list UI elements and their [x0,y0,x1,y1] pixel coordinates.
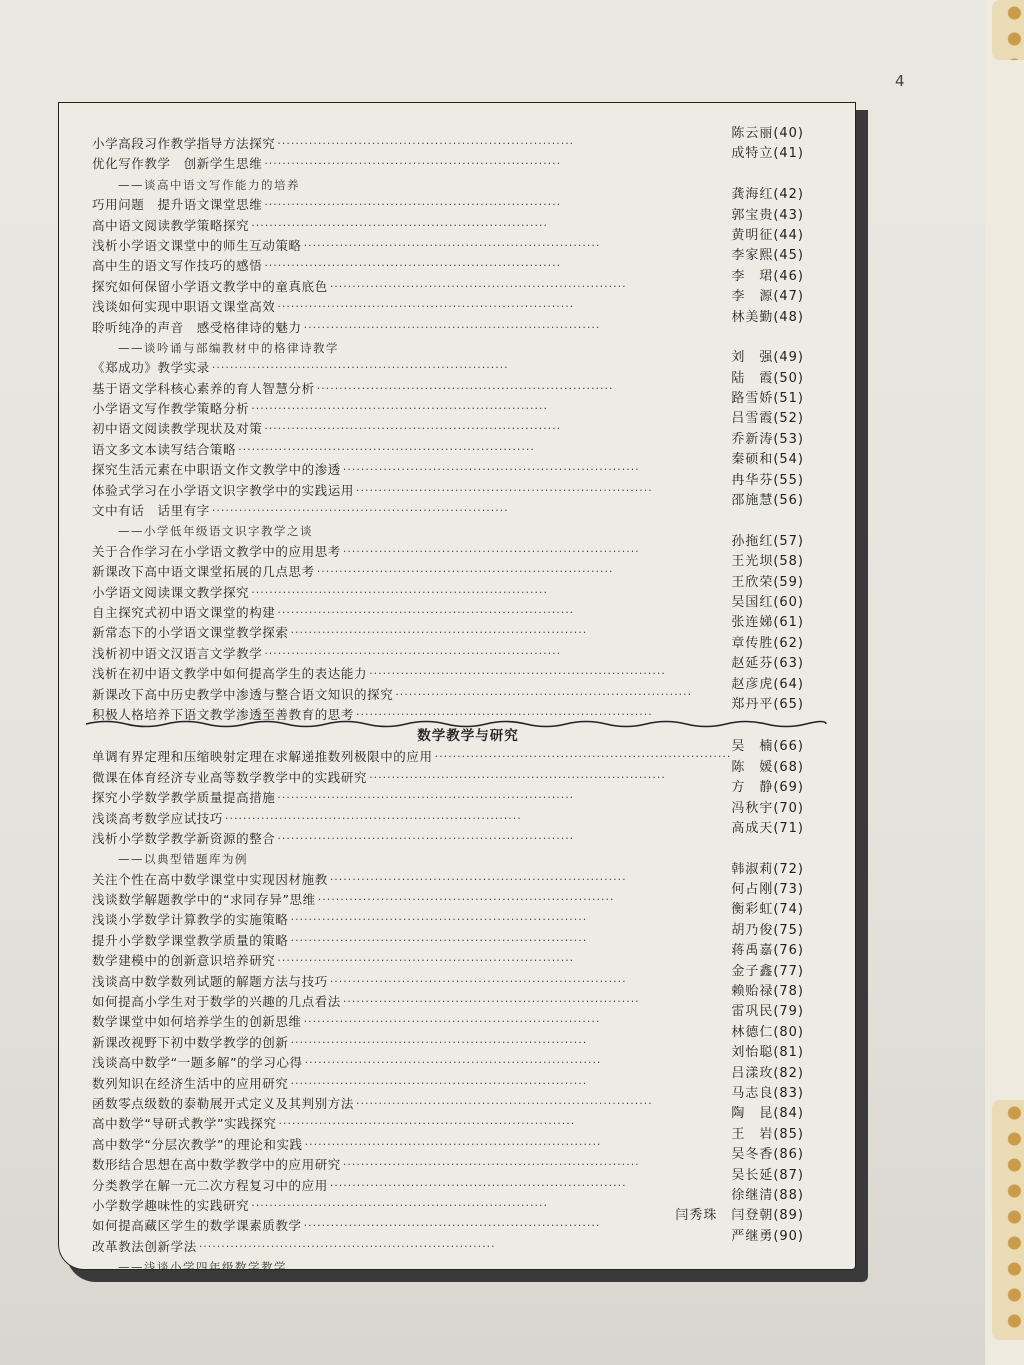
toc-title: 新课改视野下初中数学教学的创新 [92,1034,289,1050]
toc-title: 高中数学“分层次教学”的理论和实践 [92,1136,303,1152]
toc-title: 如何提高藏区学生的数学课素质教学 [92,1218,302,1234]
toc-author-page: 赵延芬(63) [731,656,804,672]
toc-title: 新课改下高中历史教学中渗透与整合语文知识的探究 [92,686,394,702]
toc-leader-dots: ·································································· [356,707,653,721]
toc-subtitle: ——以典型错题库为例 [118,852,248,867]
toc-author-page: 郭宝贵(43) [731,207,804,223]
toc-leader-dots: ·································································· [251,1198,548,1212]
toc-title-line [92,236,688,256]
toc-title-line [92,1114,688,1134]
toc-title: 积极人格培养下语文教学渗透至善教育的思考 [92,706,355,722]
toc-author-page: 吴国红(60) [731,594,804,610]
toc-title-line [92,768,688,788]
toc-title: 浅谈高中数学“一题多解”的学习心得 [92,1055,303,1071]
toc-title-line [92,440,688,460]
toc-author-page: 刘怡聪(81) [731,1045,804,1061]
toc-title: 巧用问题 提升语文课堂思维 [92,197,263,213]
toc-title-line [92,1237,688,1257]
toc-title-line [92,134,688,154]
toc-title: 浅谈数学解题教学中的“求同存异”思维 [92,892,316,908]
toc-leader-dots: ·································································· [342,463,640,477]
toc-title: 高中数学“导研式教学”实践探究 [92,1116,277,1132]
toc-title-line [92,399,688,419]
toc-title-line [92,1012,688,1032]
toc-leader-dots: ·································································· [277,300,575,314]
toc-title: 改革教法创新学法 [92,1238,197,1254]
toc-leader-dots: ·································································· [264,259,562,273]
toc-author-page: 雷巩民(79) [731,1004,804,1020]
toc-author-page: 赖贻禄(78) [731,984,804,1000]
toc-title-line [92,562,688,582]
toc-title-line [92,216,688,236]
toc-title: 浅析小学语文课堂中的师生互动策略 [92,237,302,253]
toc-title-line [92,623,688,643]
toc-author-page: 冉华芬(55) [731,472,804,488]
toc-subtitle: ——浅谈小学四年级数学教学 [118,1260,287,1275]
toc-leader-dots: ·································································· [369,667,666,681]
toc-leader-dots: ·································································· [277,831,575,845]
toc-author-page: 吕漾玫(82) [731,1065,804,1081]
decorative-pattern-bottom [992,1100,1024,1340]
toc-leader-dots: ·································································· [329,872,627,886]
chinese-section-list [92,126,844,725]
toc-author-page: 冯秋宇(70) [731,800,804,816]
toc-title-line [92,1074,688,1094]
toc-leader-dots: ·································································· [277,791,575,805]
toc-leader-dots: ·································································· [238,442,535,456]
page-number: 4 [895,72,905,90]
toc-entry-row [92,1228,844,1257]
toc-title-line [92,583,688,603]
toc-author-page: 蒋禹嘉(76) [731,943,804,959]
toc-leader-dots: ·································································· [342,995,640,1009]
toc-leader-dots: ·································································· [356,1096,653,1110]
toc-author-page: 成特立(41) [731,146,804,162]
toc-author-page: 胡乃俊(75) [731,922,804,938]
toc-title: 小学数学趣味性的实践研究 [92,1197,250,1213]
toc-leader-dots: ·································································· [225,811,522,825]
toc-title: 自主探究式初中语文课堂的构建 [92,604,276,620]
toc-author-page: 乔新涛(53) [731,431,804,447]
toc-author-page: 马志良(83) [731,1085,804,1101]
toc-leader-dots: ·································································· [316,381,614,395]
toc-title: 函数零点级数的泰勒展开式定义及其判别方法 [92,1095,355,1111]
toc-title-line [92,644,688,664]
toc-title: 数学建模中的创新意识培养研究 [92,953,276,969]
toc-title: 小学高段习作教学指导方法探究 [92,136,276,151]
toc-author-page: 王欣荣(59) [731,574,804,590]
toc-title: 提升小学数学课堂教学质量的策略 [92,932,289,948]
toc-title-line [92,1155,688,1175]
toc-author-page: 韩淑莉(72) [731,861,804,877]
toc-title-line [92,379,688,399]
toc-title: 优化写作教学 创新学生思维 [92,156,263,172]
toc-title-line [92,603,688,623]
toc-author-page: 张连娣(61) [731,615,804,631]
toc-title: 探究生活元素在中职语文作文教学中的渗透 [92,462,341,478]
toc-author-page: 章传胜(62) [731,635,804,651]
toc-title: 数学课堂中如何培养学生的创新思维 [92,1014,302,1030]
toc-title-line [92,788,688,808]
toc-leader-dots: ·································································· [278,1117,576,1131]
toc-author-page: 龚海红(42) [731,187,804,203]
toc-leader-dots: ·································································· [277,954,575,968]
table-of-contents [92,126,844,1277]
toc-title: 数列知识在经济生活中的应用研究 [92,1075,289,1091]
toc-title-line [92,870,688,890]
toc-subtitle: ——小学低年级语文识字教学之谈 [118,524,313,539]
toc-title: 新常态下的小学语文课堂教学探索 [92,625,289,641]
toc-author-page: 徐继清(88) [731,1187,804,1203]
toc-subtitle-row [92,1257,844,1277]
toc-author-page: 闫秀珠 闫登朝(89) [675,1208,804,1224]
toc-leader-dots: ·································································· [277,605,575,619]
toc-leader-dots: ·································································· [290,1076,588,1090]
toc-title: 《郑成功》教学实录 [92,360,210,376]
toc-title-line [118,849,248,869]
toc-title: 小学语文写作教学策略分析 [92,401,250,417]
toc-leader-dots: ·································································· [356,483,653,497]
toc-leader-dots: ·································································· [317,893,615,907]
toc-title-line [92,1196,688,1216]
toc-title-line [92,277,688,297]
toc-author-page: 刘 强(49) [731,350,804,366]
toc-leader-dots: ·································································· [290,626,588,640]
toc-author-page: 秦硕和(54) [731,452,804,468]
toc-entry-row [92,493,844,521]
toc-title: 关于合作学习在小学语文教学中的应用思考 [92,543,341,559]
toc-title-line [92,910,688,930]
toc-leader-dots: ·································································· [329,1178,627,1192]
toc-author-page: 陆 霞(50) [731,370,804,386]
toc-title: 高中生的语文写作技巧的感悟 [92,258,263,274]
toc-title: 浅析在初中语文教学中如何提高学生的表达能力 [92,666,368,682]
toc-title: 文中有话 话里有字 [92,503,210,519]
toc-subtitle: ——谈吟诵与部编教材中的格律诗教学 [118,340,339,355]
toc-title-line [92,256,688,276]
toc-leader-dots: ·································································· [211,504,509,518]
toc-author-page: 赵彦虎(64) [731,676,804,692]
toc-leader-dots: ·································································· [304,1056,602,1070]
toc-title-line [92,1094,688,1114]
toc-subtitle: ——谈高中语文写作能力的培养 [118,177,300,192]
toc-title-line [92,1135,688,1155]
toc-leader-dots: ·································································· [198,1239,496,1253]
toc-title-line [92,890,688,910]
toc-title: 小学语文阅读课文教学探究 [92,584,250,600]
toc-title: 单调有界定理和压缩映射定理在求解递推数列极限中的应用 [92,749,433,765]
toc-title-line [118,175,300,195]
toc-title: 如何提高小学生对于数学的兴趣的几点看法 [92,994,341,1010]
toc-author-page: 陈 媛(68) [731,759,804,775]
toc-author-page: 吴长延(87) [731,1167,804,1183]
toc-author-page: 邵施慧(56) [731,493,804,509]
toc-leader-dots: ·································································· [303,1219,601,1233]
toc-title-line [92,992,688,1012]
toc-title: 浅谈如何实现中职语文课堂高效 [92,299,276,315]
toc-title-line [92,542,688,562]
toc-leader-dots: ·································································· [290,913,588,927]
toc-title: 浅析小学数学教学新资源的整合 [92,830,276,846]
toc-title: 新课改下高中语文课堂拓展的几点思考 [92,564,315,580]
toc-title-line [92,358,688,378]
toc-title-line [92,1216,688,1236]
toc-leader-dots: ·································································· [303,238,601,252]
wave-divider-line [86,717,826,731]
toc-title-line [92,664,688,684]
toc-leader-dots: ·································································· [264,198,562,212]
toc-title: 浅谈高中数学数列试题的解题方法与技巧 [92,973,328,989]
toc-leader-dots: ·································································· [329,974,627,988]
toc-title-line [92,809,688,829]
toc-author-page: 吴 楠(66) [731,739,804,755]
toc-title-line [118,521,313,541]
toc-title-line [92,1176,688,1196]
toc-author-page: 王 岩(85) [731,1126,804,1142]
toc-leader-dots: ·································································· [290,933,588,947]
toc-title: 微课在体育经济专业高等数学教学中的实践研究 [92,769,368,785]
toc-leader-dots: ·································································· [303,320,601,334]
toc-title-line [92,685,693,705]
toc-leader-dots: ·································································· [277,137,575,150]
toc-title-line [92,481,688,501]
toc-leader-dots: ·································································· [329,279,627,293]
toc-title: 浅析初中语文汉语言文学教学 [92,645,263,661]
toc-title-line [92,297,688,317]
toc-title: 分类教学在解一元二次方程复习中的应用 [92,1177,328,1193]
toc-author-page: 林美勤(48) [731,309,804,325]
toc-author-page: 李 珺(46) [731,268,804,284]
toc-leader-dots: ·································································· [264,157,562,171]
toc-author-page: 吕雪霞(52) [731,411,804,427]
toc-title-line [92,154,688,174]
toc-leader-dots: ·································································· [342,544,640,558]
toc-title-line [92,419,688,439]
toc-author-page: 路雪娇(51) [731,391,804,407]
toc-title-line [92,501,688,521]
toc-author-page: 方 静(69) [731,780,804,796]
toc-author-page: 衡彩虹(74) [731,902,804,918]
toc-leader-dots: ·································································· [434,750,732,764]
toc-title: 探究小学数学教学质量提高措施 [92,790,276,806]
toc-title-line [92,1033,688,1053]
toc-title: 数形结合思想在高中数学教学中的应用研究 [92,1157,341,1173]
toc-author-page: 李 源(47) [731,289,804,305]
toc-author-page: 吴冬香(86) [731,1147,804,1163]
toc-title: 基于语文学科核心素养的育人智慧分析 [92,380,315,396]
toc-title: 浅谈小学数学计算教学的实施策略 [92,912,289,928]
toc-author-page: 严继勇(90) [731,1228,804,1244]
toc-author-page: 郑丹平(65) [731,696,804,712]
toc-author-page: 孙拖红(57) [731,533,804,549]
toc-leader-dots: ·································································· [211,361,509,375]
toc-title-line [92,195,688,215]
toc-leader-dots: ·································································· [395,687,693,701]
toc-title-line [92,972,688,992]
toc-title-line [92,747,732,767]
toc-title-line [92,931,688,951]
toc-title: 探究如何保留小学语文教学中的童真底色 [92,278,328,294]
toc-title: 语文多文本读写结合策略 [92,441,237,457]
toc-title-line [92,1053,688,1073]
toc-author-page: 黄明征(44) [731,227,804,243]
toc-leader-dots: ·································································· [303,1015,601,1029]
section-title: 数学教学与研究 [417,728,519,745]
toc-title-line [92,829,688,849]
toc-entry-row [92,820,844,849]
decorative-pattern-top [992,0,1024,60]
toc-author-page: 王光坝(58) [731,554,804,570]
toc-leader-dots: ·································································· [342,1158,640,1172]
toc-author-page: 陶 昆(84) [731,1106,804,1122]
toc-title: 初中语文阅读教学现状及对策 [92,421,263,437]
toc-entry-row [92,146,844,174]
toc-title-line [92,460,688,480]
math-section-list [92,739,844,1277]
toc-leader-dots: ·································································· [290,1035,588,1049]
toc-title: 浅谈高考数学应试技巧 [92,810,224,826]
toc-author-page: 高成天(71) [731,820,804,836]
toc-leader-dots: ·································································· [264,646,562,660]
toc-title: 体验式学习在小学语文识字教学中的实践运用 [92,482,355,498]
toc-author-page: 林德仁(80) [731,1024,804,1040]
toc-title: 高中语文阅读教学策略探究 [92,217,250,233]
toc-title: 关注个性在高中数学课堂中实现因材施教 [92,871,328,887]
toc-title-line [92,318,688,338]
toc-title-line [118,338,339,358]
toc-title: 聆听纯净的声音 感受格律诗的魅力 [92,319,302,335]
toc-author-page: 金子鑫(77) [731,963,804,979]
toc-leader-dots: ·································································· [369,770,666,784]
toc-author-page: 李家熙(45) [731,248,804,264]
toc-leader-dots: ·································································· [304,1137,602,1151]
toc-author-page: 何占刚(73) [731,882,804,898]
toc-leader-dots: ·································································· [264,422,562,436]
toc-leader-dots: ·································································· [251,585,548,599]
toc-author-page: 陈云丽(40) [731,126,804,141]
toc-leader-dots: ·································································· [251,402,548,416]
toc-entry-row [92,309,844,338]
toc-title-line [118,1257,287,1277]
toc-title-line [92,951,688,971]
toc-leader-dots: ·································································· [316,565,614,579]
toc-leader-dots: ·································································· [251,218,548,232]
